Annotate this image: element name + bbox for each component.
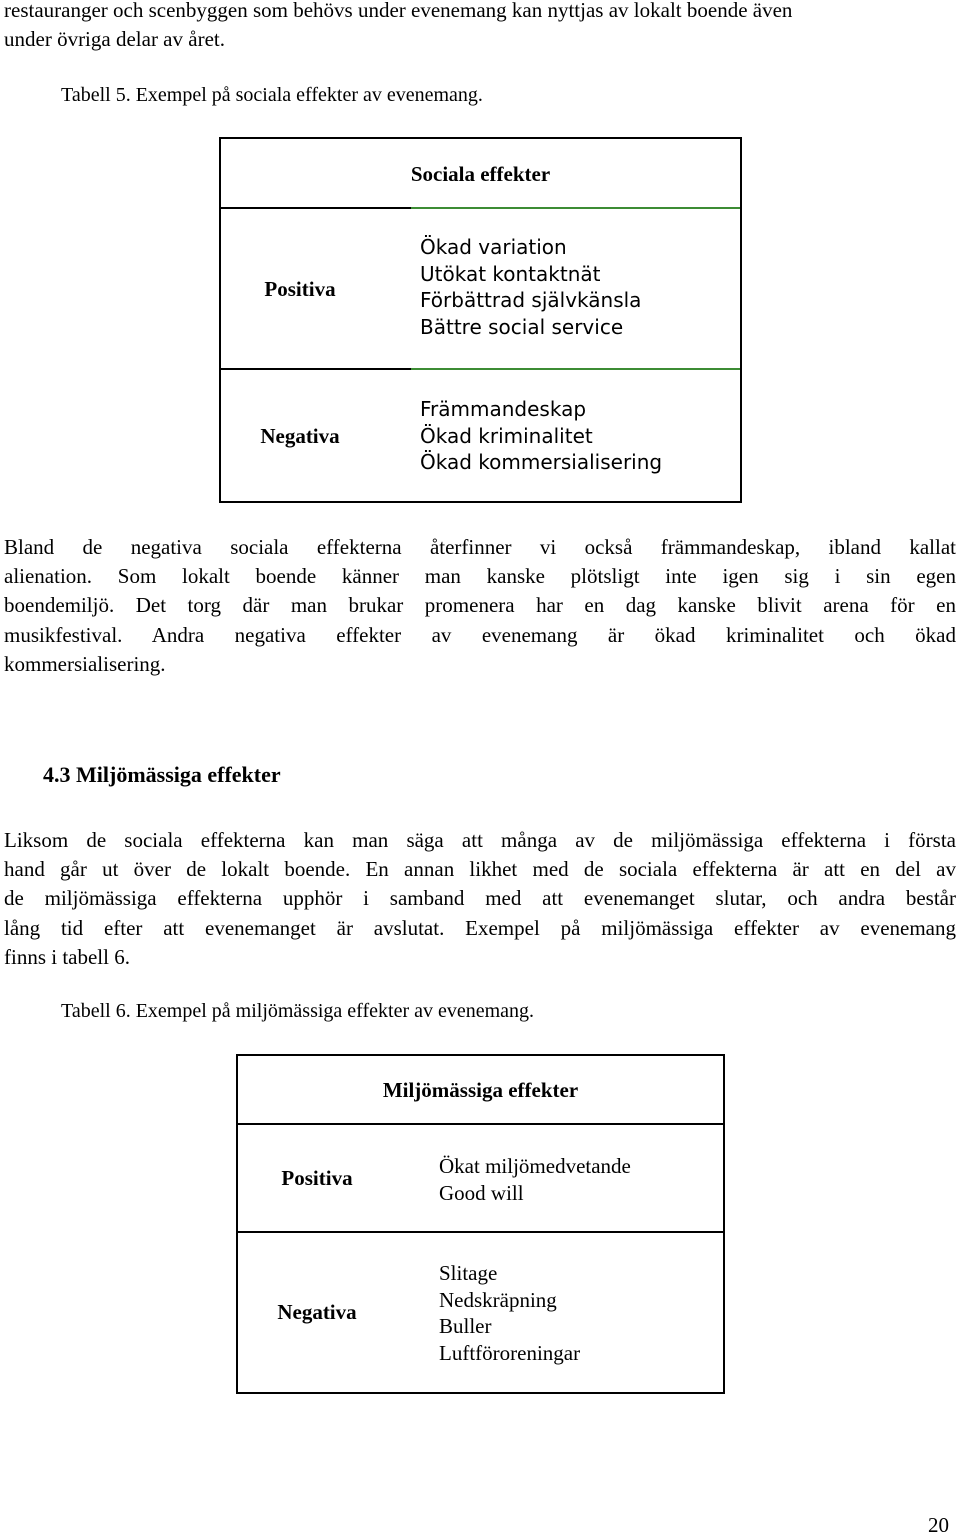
list-item: Buller bbox=[439, 1314, 492, 1339]
table5-header: Sociala effekter bbox=[410, 162, 551, 186]
text-line: de miljömässiga effekterna upphör i samband med att evenemanget slutar, och andra består bbox=[4, 886, 956, 911]
table6-header: Miljömässiga effekter bbox=[382, 1078, 579, 1102]
table6-caption: Tabell 6. Exempel på miljömässiga effekter av evenemang. bbox=[61, 1000, 535, 1022]
social-effects-paragraph bbox=[4, 533, 956, 679]
table6-positive-items bbox=[439, 1153, 631, 1206]
list-item: Good will bbox=[439, 1180, 524, 1205]
table5 bbox=[219, 137, 742, 503]
text-line: Bland de negativa sociala effekterna återfinner vi också främmandeskap, ibland kallat bbox=[4, 535, 956, 559]
text-line: alienation. Som lokalt boende känner man kanske plötsligt inte igen sig i sin egen bbox=[4, 564, 956, 589]
list-item: Luftföroreningar bbox=[439, 1340, 581, 1365]
text-line: kommersialisering. bbox=[4, 651, 166, 676]
list-item: Ökat miljömedvetande bbox=[439, 1154, 631, 1178]
environmental-effects-paragraph bbox=[4, 826, 956, 972]
text-line: finns i tabell 6. bbox=[4, 944, 130, 969]
text-line: lång tid efter att evenemanget är avslutat. Exempel på miljömässiga effekter av evenemang bbox=[4, 915, 956, 940]
list-item: Nedskräpning bbox=[439, 1287, 557, 1312]
table6-row-label-negative: Negativa bbox=[277, 1300, 357, 1324]
list-item: Främmandeskap bbox=[420, 397, 587, 421]
list-item: Bättre social service bbox=[420, 314, 624, 339]
table6-negative-items bbox=[439, 1260, 580, 1366]
table5-row-label-negative: Negativa bbox=[260, 424, 340, 448]
table5-row-label-positive: Positiva bbox=[264, 277, 336, 301]
table5-caption: Tabell 5. Exempel på sociala effekter av evenemang. bbox=[61, 84, 483, 106]
text-line: Liksom de sociala effekterna kan man säga att många av de miljömässiga effekterna i första bbox=[4, 828, 956, 852]
table5-positive-items bbox=[420, 234, 641, 340]
text-line: boendemiljö. Det torg där man brukar promenera har en dag kanske blivit arena för en bbox=[4, 593, 956, 618]
text-line: restauranger och scenbyggen som behövs under evenemang kan nyttjas av lokalt boende även bbox=[4, 0, 793, 22]
page-number: 20 bbox=[928, 1513, 949, 1537]
intro-paragraph bbox=[4, 0, 956, 54]
list-item: Ökad variation bbox=[420, 235, 567, 259]
table6 bbox=[236, 1054, 725, 1394]
section-heading: 4.3 Miljömässiga effekter bbox=[43, 762, 281, 787]
list-item: Ökad kriminalitet bbox=[420, 423, 593, 448]
list-item: Förbättrad självkänsla bbox=[420, 288, 642, 313]
text-line: hand går ut över de lokalt boende. En annan likhet med de sociala effekterna är att en del av bbox=[4, 857, 956, 882]
list-item: Slitage bbox=[439, 1261, 498, 1285]
table5-negative-items bbox=[420, 396, 662, 476]
text-line: musikfestival. Andra negativa effekter av evenemang är ökad kriminalitet och ökad bbox=[4, 622, 956, 647]
table6-row-label-positive: Positiva bbox=[281, 1166, 353, 1190]
list-item: Utökat kontaktnät bbox=[420, 261, 601, 286]
text-line: under övriga delar av året. bbox=[4, 27, 225, 52]
list-item: Ökad kommersialisering bbox=[420, 450, 663, 475]
